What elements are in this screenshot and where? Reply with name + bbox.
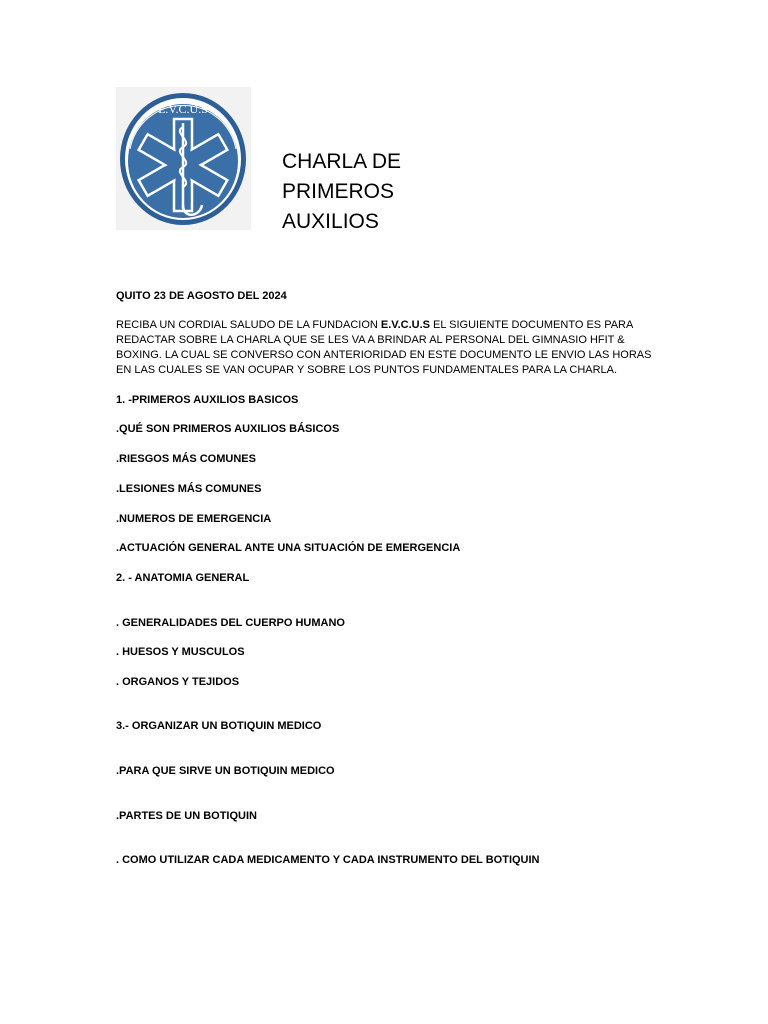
list-item: .LESIONES MÁS COMUNES [116,483,262,495]
list-item: .PARTES DE UN BOTIQUIN [116,810,257,822]
list-item: . HUESOS Y MUSCULOS [116,646,245,658]
list-item: .NUMEROS DE EMERGENCIA [116,513,272,525]
intro-text-1: RECIBA UN CORDIAL SALUDO DE LA FUNDACION [116,319,381,331]
intro-paragraph [116,318,656,378]
list-item: .QUÉ SON PRIMEROS AUXILIOS BÁSICOS [116,423,340,435]
list-item: . COMO UTILIZAR CADA MEDICAMENTO Y CADA INSTRUMENTO DEL BOTIQUIN [116,854,540,866]
title-line-3: AUXILIOS [282,210,379,233]
list-item: 2. - ANATOMIA GENERAL [116,572,250,584]
list-item: 1. -PRIMEROS AUXILIOS BASICOS [116,394,299,406]
evcus-logo [116,87,251,230]
document-title [282,147,401,237]
list-item: . GENERALIDADES DEL CUERPO HUMANO [116,617,345,629]
title-line-2: PRIMEROS [282,180,395,203]
intro-text-2: EL SIGUIENTE DOCUMENTO ES PARA REDACTAR SOBRE LA CHARLA QUE SE LES VA A BRINDAR AL PERSONAL DEL GIMNASIO HFIT & BOXING. LA CUAL SE CONVERSO CON ANTERIORIDAD EN ESTE DOCUMENTO LE ENVIO LAS HORAS EN LAS CUALES SE VAN OCUPAR Y SOBRE LOS PUNTOS FUNDAMENTALES PARA LA CHARLA. [116,319,652,376]
list-item: . ORGANOS Y TEJIDOS [116,676,240,688]
intro-org-name: E.V.C.U.S [380,319,430,331]
list-item: 3.- ORGANIZAR UN BOTIQUIN MEDICO [116,720,322,732]
document-date: QUITO 23 DE AGOSTO DEL 2024 [116,290,287,302]
list-item: .RIESGOS MÁS COMUNES [116,453,256,465]
logo-text: E.V.C.U.S [158,102,208,116]
title-line-1: CHARLA DE [282,150,402,173]
list-item: .PARA QUE SIRVE UN BOTIQUIN MEDICO [116,765,335,777]
list-item: .ACTUACIÓN GENERAL ANTE UNA SITUACIÓN DE EMERGENCIA [116,542,461,554]
star-of-life-icon [116,87,251,230]
